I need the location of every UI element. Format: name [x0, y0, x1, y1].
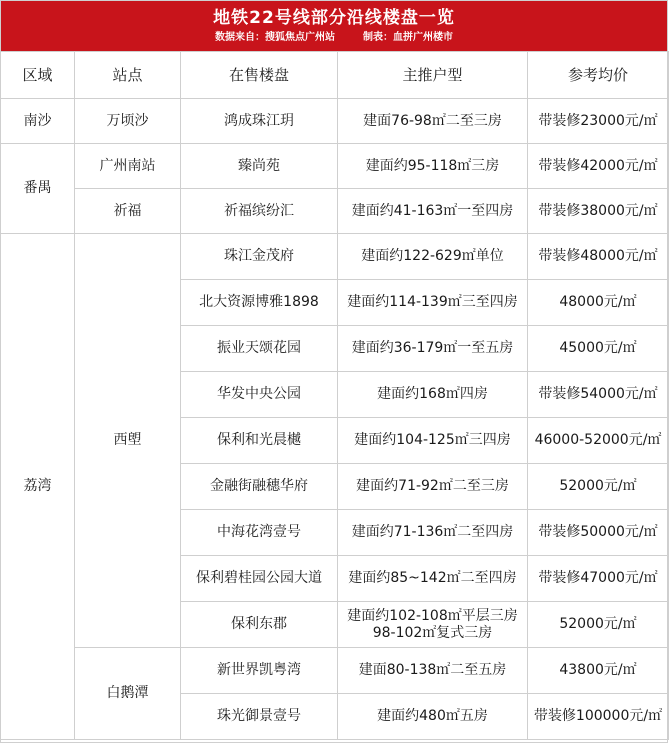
price-cell: 带装修47000元/㎡	[528, 556, 669, 602]
unit-cell: 建面约85~142㎡二至四房	[338, 556, 528, 602]
unit-cell: 建面80-138㎡二至五房	[338, 648, 528, 694]
project-cell: 金融街融穗华府	[181, 464, 338, 510]
project-cell: 振业天颂花园	[181, 326, 338, 372]
header-region: 区域	[1, 52, 75, 99]
unit-cell: 建面约71-136㎡二至四房	[338, 510, 528, 556]
price-cell: 52000元/㎡	[528, 602, 669, 648]
station-cell: 西塱	[75, 234, 181, 648]
data-source: 数据来自：搜狐焦点广州站	[215, 32, 335, 43]
station-cell: 祈福	[75, 189, 181, 234]
header-station: 站点	[75, 52, 181, 99]
project-cell: 保利东郡	[181, 602, 338, 648]
project-cell: 保利碧桂园公园大道	[181, 556, 338, 602]
project-cell: 中海花湾壹号	[181, 510, 338, 556]
station-cell: 广州南站	[75, 144, 181, 189]
station-cell: 白鹅潭	[75, 648, 181, 740]
page-title: 地铁22号线部分沿线楼盘一览	[213, 8, 455, 28]
unit-cell: 建面76-98㎡二至三房	[338, 99, 528, 144]
price-cell: 带装修100000元/㎡	[528, 694, 669, 740]
project-cell: 祈福缤纷汇	[181, 189, 338, 234]
price-cell: 43800元/㎡	[528, 648, 669, 694]
unit-cell: 建面约71-92㎡二至三房	[338, 464, 528, 510]
unit-cell: 建面约95-118㎡三房	[338, 144, 528, 189]
table-maker: 制表：血拼广州楼市	[363, 32, 453, 43]
price-cell: 带装修54000元/㎡	[528, 372, 669, 418]
region-cell: 南沙	[1, 99, 75, 144]
header-unit: 主推户型	[338, 52, 528, 99]
unit-cell: 建面约114-139㎡三至四房	[338, 280, 528, 326]
price-cell: 带装修50000元/㎡	[528, 510, 669, 556]
unit-line: 建面约102-108㎡平层三房	[347, 607, 518, 624]
project-cell: 珠光御景壹号	[181, 694, 338, 740]
listing-table	[0, 51, 669, 740]
table-row	[1, 99, 669, 144]
project-cell: 北大资源博雅1898	[181, 280, 338, 326]
project-cell: 保利和光晨樾	[181, 418, 338, 464]
price-cell: 带装修23000元/㎡	[528, 99, 669, 144]
project-cell: 新世界凯粤湾	[181, 648, 338, 694]
header-project: 在售楼盘	[181, 52, 338, 99]
region-cell: 番禺	[1, 144, 75, 234]
subtitle	[215, 31, 453, 45]
price-cell: 带装修38000元/㎡	[528, 189, 669, 234]
unit-cell: 建面约36-179㎡一至五房	[338, 326, 528, 372]
region-cell: 荔湾	[1, 234, 75, 740]
project-cell: 珠江金茂府	[181, 234, 338, 280]
header-price: 参考均价	[528, 52, 669, 99]
unit-cell: 建面约104-125㎡三四房	[338, 418, 528, 464]
unit-cell	[338, 602, 528, 648]
price-cell: 48000元/㎡	[528, 280, 669, 326]
unit-cell: 建面约480㎡五房	[338, 694, 528, 740]
price-cell: 带装修48000元/㎡	[528, 234, 669, 280]
project-cell: 华发中央公园	[181, 372, 338, 418]
unit-cell: 建面约168㎡四房	[338, 372, 528, 418]
title-banner	[1, 1, 667, 51]
unit-cell: 建面约41-163㎡一至四房	[338, 189, 528, 234]
price-cell: 52000元/㎡	[528, 464, 669, 510]
table-row	[1, 234, 669, 280]
table-row	[1, 648, 669, 694]
price-cell: 45000元/㎡	[528, 326, 669, 372]
unit-cell: 建面约122-629㎡单位	[338, 234, 528, 280]
price-cell: 46000-52000元/㎡	[528, 418, 669, 464]
project-cell: 鸿成珠江玥	[181, 99, 338, 144]
unit-line: 98-102㎡复式三房	[372, 624, 493, 641]
price-cell: 带装修42000元/㎡	[528, 144, 669, 189]
table-row	[1, 189, 669, 234]
station-cell: 万顷沙	[75, 99, 181, 144]
header-row	[1, 52, 669, 99]
project-cell: 臻尚苑	[181, 144, 338, 189]
table-row	[1, 144, 669, 189]
